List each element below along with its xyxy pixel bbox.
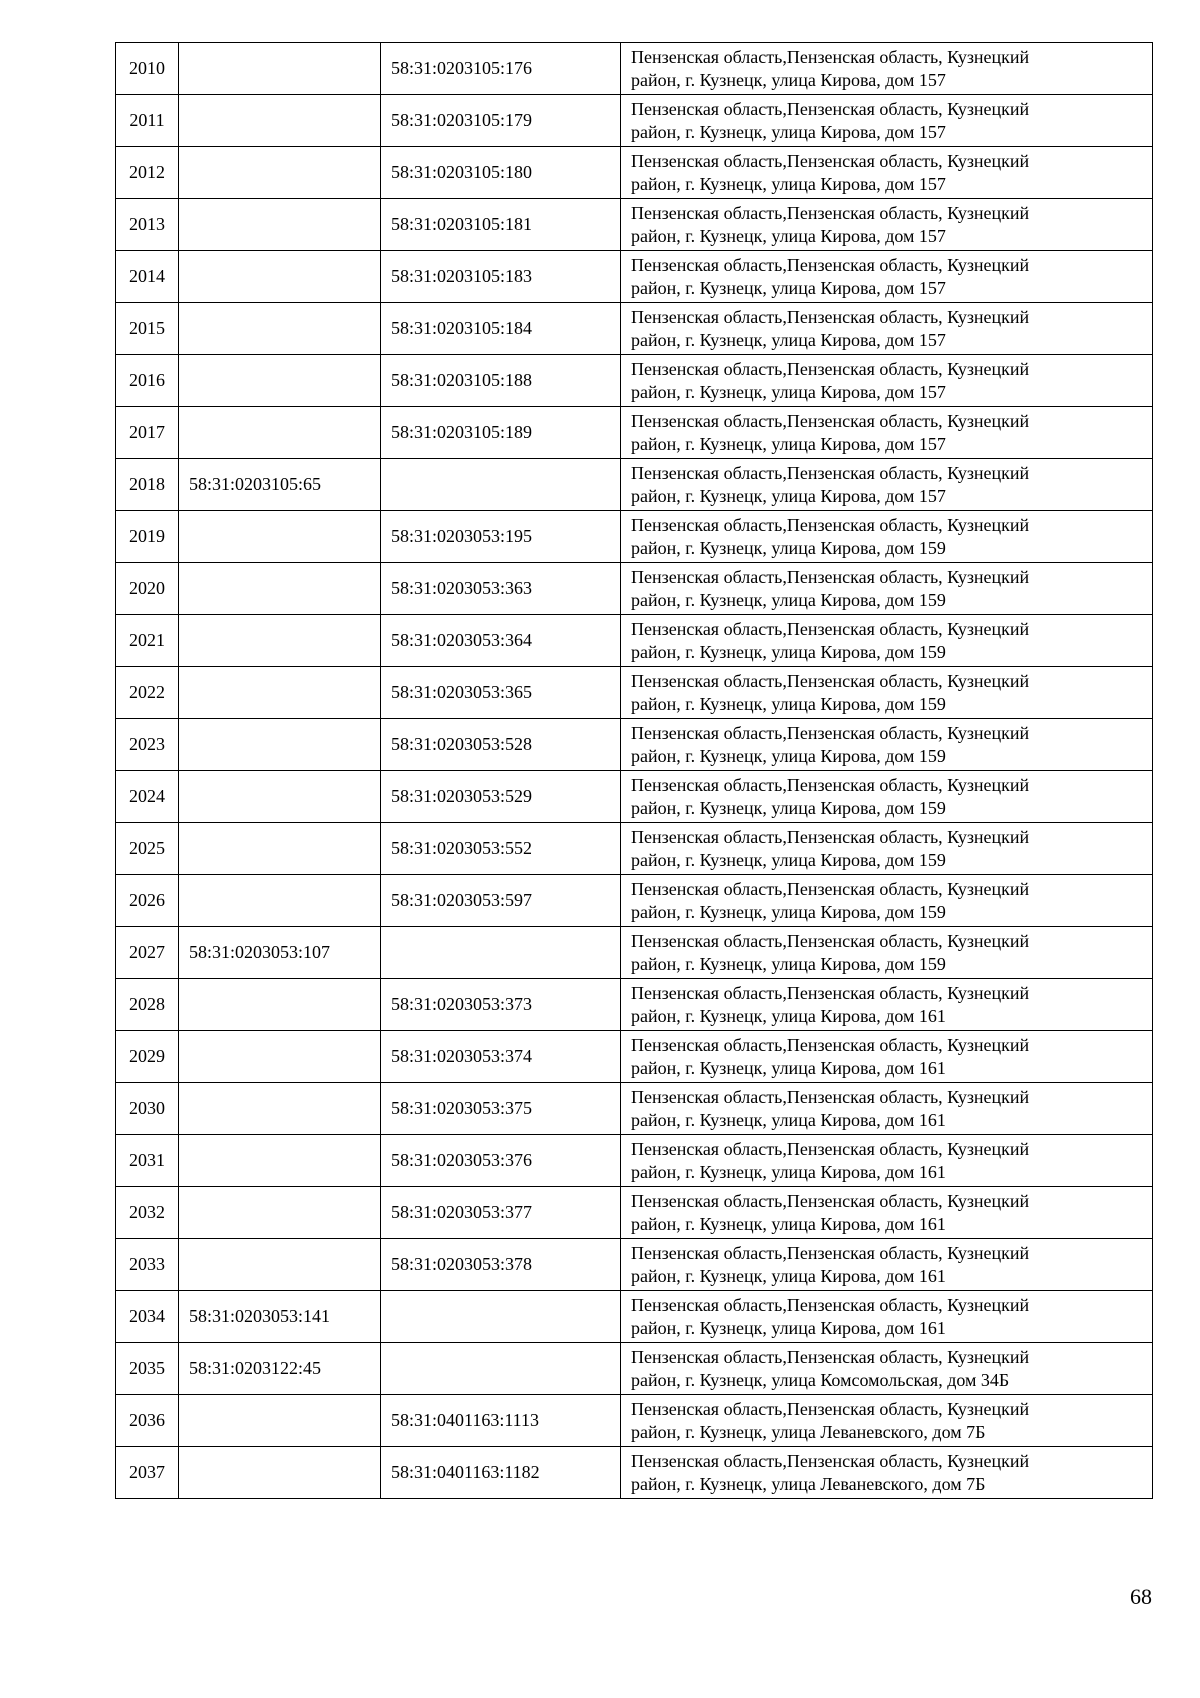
address-line-1: Пензенская область,Пензенская область, Кузнецкий bbox=[631, 1086, 1030, 1107]
address-line-2: район, г. Кузнецк, улица Комсомольская, дом 34Б bbox=[631, 1369, 1010, 1390]
address-cell bbox=[621, 927, 1153, 979]
row-number-cell: 2018 bbox=[116, 459, 179, 511]
address-line-2: район, г. Кузнецк, улица Кирова, дом 157 bbox=[631, 433, 946, 454]
address-line-2: район, г. Кузнецк, улица Кирова, дом 159 bbox=[631, 849, 946, 870]
row-number-cell: 2023 bbox=[116, 719, 179, 771]
address-line-1: Пензенская область,Пензенская область, Кузнецкий bbox=[631, 46, 1030, 67]
land-cadastral-cell bbox=[179, 1239, 381, 1291]
table-row bbox=[116, 43, 1153, 95]
address-cell bbox=[621, 147, 1153, 199]
land-cadastral-cell bbox=[179, 719, 381, 771]
address-line-1: Пензенская область,Пензенская область, Кузнецкий bbox=[631, 1242, 1030, 1263]
address-cell bbox=[621, 355, 1153, 407]
table-row bbox=[116, 511, 1153, 563]
address-line-2: район, г. Кузнецк, улица Кирова, дом 161 bbox=[631, 1109, 946, 1130]
address-line-1: Пензенская область,Пензенская область, Кузнецкий bbox=[631, 358, 1030, 379]
address-line-1: Пензенская область,Пензенская область, Кузнецкий bbox=[631, 1034, 1030, 1055]
building-cadastral-cell: 58:31:0401163:1182 bbox=[381, 1447, 621, 1499]
table-row bbox=[116, 979, 1153, 1031]
address-line-1: Пензенская область,Пензенская область, Кузнецкий bbox=[631, 1346, 1030, 1367]
address-cell bbox=[621, 251, 1153, 303]
building-cadastral-cell: 58:31:0203053:376 bbox=[381, 1135, 621, 1187]
address-line-1: Пензенская область,Пензенская область, Кузнецкий bbox=[631, 202, 1030, 223]
address-line-1: Пензенская область,Пензенская область, Кузнецкий bbox=[631, 1450, 1030, 1471]
table-row bbox=[116, 875, 1153, 927]
address-cell bbox=[621, 303, 1153, 355]
table-row bbox=[116, 303, 1153, 355]
address-line-2: район, г. Кузнецк, улица Кирова, дом 159 bbox=[631, 797, 946, 818]
land-cadastral-cell: 58:31:0203122:45 bbox=[179, 1343, 381, 1395]
row-number-cell: 2027 bbox=[116, 927, 179, 979]
address-line-1: Пензенская область,Пензенская область, Кузнецкий bbox=[631, 254, 1030, 275]
building-cadastral-cell: 58:31:0203053:597 bbox=[381, 875, 621, 927]
address-line-1: Пензенская область,Пензенская область, Кузнецкий bbox=[631, 306, 1030, 327]
table-row bbox=[116, 719, 1153, 771]
address-cell bbox=[621, 1291, 1153, 1343]
land-cadastral-cell bbox=[179, 563, 381, 615]
building-cadastral-cell: 58:31:0203105:183 bbox=[381, 251, 621, 303]
address-cell bbox=[621, 407, 1153, 459]
land-cadastral-cell bbox=[179, 147, 381, 199]
row-number-cell: 2026 bbox=[116, 875, 179, 927]
row-number-cell: 2012 bbox=[116, 147, 179, 199]
address-line-2: район, г. Кузнецк, улица Кирова, дом 157 bbox=[631, 381, 946, 402]
address-line-2: район, г. Кузнецк, улица Кирова, дом 159 bbox=[631, 953, 946, 974]
row-number-cell: 2036 bbox=[116, 1395, 179, 1447]
address-line-2: район, г. Кузнецк, улица Кирова, дом 159 bbox=[631, 901, 946, 922]
page-number: 68 bbox=[1130, 1584, 1152, 1609]
address-line-1: Пензенская область,Пензенская область, Кузнецкий bbox=[631, 774, 1030, 795]
land-cadastral-cell bbox=[179, 875, 381, 927]
address-cell bbox=[621, 719, 1153, 771]
land-cadastral-cell bbox=[179, 615, 381, 667]
address-line-2: район, г. Кузнецк, улица Кирова, дом 159 bbox=[631, 745, 946, 766]
address-line-1: Пензенская область,Пензенская область, Кузнецкий bbox=[631, 982, 1030, 1003]
address-cell bbox=[621, 979, 1153, 1031]
address-cell bbox=[621, 1031, 1153, 1083]
address-cell bbox=[621, 1343, 1153, 1395]
address-cell bbox=[621, 771, 1153, 823]
building-cadastral-cell: 58:31:0203053:374 bbox=[381, 1031, 621, 1083]
row-number-cell: 2024 bbox=[116, 771, 179, 823]
row-number-cell: 2033 bbox=[116, 1239, 179, 1291]
building-cadastral-cell: 58:31:0203053:528 bbox=[381, 719, 621, 771]
registry-table bbox=[115, 42, 1153, 1499]
table-row bbox=[116, 251, 1153, 303]
address-cell bbox=[621, 95, 1153, 147]
address-line-2: район, г. Кузнецк, улица Кирова, дом 157 bbox=[631, 277, 946, 298]
row-number-cell: 2025 bbox=[116, 823, 179, 875]
address-line-2: район, г. Кузнецк, улица Кирова, дом 161 bbox=[631, 1213, 946, 1234]
land-cadastral-cell bbox=[179, 199, 381, 251]
row-number-cell: 2015 bbox=[116, 303, 179, 355]
building-cadastral-cell: 58:31:0401163:1113 bbox=[381, 1395, 621, 1447]
land-cadastral-cell bbox=[179, 43, 381, 95]
address-cell bbox=[621, 1239, 1153, 1291]
table-row bbox=[116, 1083, 1153, 1135]
table-row bbox=[116, 1447, 1153, 1499]
building-cadastral-cell: 58:31:0203053:552 bbox=[381, 823, 621, 875]
address-cell bbox=[621, 459, 1153, 511]
land-cadastral-cell bbox=[179, 303, 381, 355]
land-cadastral-cell bbox=[179, 1187, 381, 1239]
building-cadastral-cell: 58:31:0203053:365 bbox=[381, 667, 621, 719]
address-line-1: Пензенская область,Пензенская область, Кузнецкий bbox=[631, 150, 1030, 171]
land-cadastral-cell: 58:31:0203053:107 bbox=[179, 927, 381, 979]
address-cell bbox=[621, 823, 1153, 875]
address-line-1: Пензенская область,Пензенская область, Кузнецкий bbox=[631, 878, 1030, 899]
address-cell bbox=[621, 43, 1153, 95]
row-number-cell: 2035 bbox=[116, 1343, 179, 1395]
building-cadastral-cell: 58:31:0203105:180 bbox=[381, 147, 621, 199]
table-row bbox=[116, 95, 1153, 147]
address-line-1: Пензенская область,Пензенская область, Кузнецкий bbox=[631, 618, 1030, 639]
table-row bbox=[116, 355, 1153, 407]
address-cell bbox=[621, 1187, 1153, 1239]
table-row bbox=[116, 1291, 1153, 1343]
table-row bbox=[116, 823, 1153, 875]
address-line-1: Пензенская область,Пензенская область, Кузнецкий bbox=[631, 670, 1030, 691]
table-row bbox=[116, 927, 1153, 979]
address-line-1: Пензенская область,Пензенская область, Кузнецкий bbox=[631, 930, 1030, 951]
row-number-cell: 2020 bbox=[116, 563, 179, 615]
address-line-2: район, г. Кузнецк, улица Кирова, дом 157 bbox=[631, 69, 946, 90]
table-row bbox=[116, 459, 1153, 511]
address-line-1: Пензенская область,Пензенская область, Кузнецкий bbox=[631, 566, 1030, 587]
address-cell bbox=[621, 563, 1153, 615]
building-cadastral-cell: 58:31:0203053:364 bbox=[381, 615, 621, 667]
address-cell bbox=[621, 1083, 1153, 1135]
building-cadastral-cell bbox=[381, 1291, 621, 1343]
address-line-1: Пензенская область,Пензенская область, Кузнецкий bbox=[631, 410, 1030, 431]
address-line-2: район, г. Кузнецк, улица Кирова, дом 161 bbox=[631, 1057, 946, 1078]
address-line-1: Пензенская область,Пензенская область, Кузнецкий bbox=[631, 1138, 1030, 1159]
land-cadastral-cell bbox=[179, 1447, 381, 1499]
table-row bbox=[116, 147, 1153, 199]
building-cadastral-cell: 58:31:0203053:378 bbox=[381, 1239, 621, 1291]
building-cadastral-cell: 58:31:0203053:375 bbox=[381, 1083, 621, 1135]
address-line-1: Пензенская область,Пензенская область, Кузнецкий bbox=[631, 1190, 1030, 1211]
table-row bbox=[116, 1395, 1153, 1447]
building-cadastral-cell: 58:31:0203053:373 bbox=[381, 979, 621, 1031]
land-cadastral-cell: 58:31:0203105:65 bbox=[179, 459, 381, 511]
registry-body bbox=[116, 43, 1153, 1499]
address-line-2: район, г. Кузнецк, улица Кирова, дом 157 bbox=[631, 121, 946, 142]
land-cadastral-cell bbox=[179, 355, 381, 407]
row-number-cell: 2014 bbox=[116, 251, 179, 303]
row-number-cell: 2031 bbox=[116, 1135, 179, 1187]
land-cadastral-cell bbox=[179, 95, 381, 147]
building-cadastral-cell: 58:31:0203053:363 bbox=[381, 563, 621, 615]
row-number-cell: 2022 bbox=[116, 667, 179, 719]
address-line-2: район, г. Кузнецк, улица Кирова, дом 157 bbox=[631, 485, 946, 506]
row-number-cell: 2017 bbox=[116, 407, 179, 459]
table-row bbox=[116, 615, 1153, 667]
land-cadastral-cell bbox=[179, 1083, 381, 1135]
row-number-cell: 2029 bbox=[116, 1031, 179, 1083]
address-cell bbox=[621, 1395, 1153, 1447]
row-number-cell: 2019 bbox=[116, 511, 179, 563]
address-line-2: район, г. Кузнецк, улица Кирова, дом 161 bbox=[631, 1265, 946, 1286]
building-cadastral-cell bbox=[381, 459, 621, 511]
table-row bbox=[116, 1343, 1153, 1395]
land-cadastral-cell bbox=[179, 1395, 381, 1447]
row-number-cell: 2034 bbox=[116, 1291, 179, 1343]
address-line-2: район, г. Кузнецк, улица Кирова, дом 159 bbox=[631, 589, 946, 610]
building-cadastral-cell: 58:31:0203053:529 bbox=[381, 771, 621, 823]
building-cadastral-cell: 58:31:0203105:176 bbox=[381, 43, 621, 95]
land-cadastral-cell bbox=[179, 1135, 381, 1187]
address-line-1: Пензенская область,Пензенская область, Кузнецкий bbox=[631, 1294, 1030, 1315]
building-cadastral-cell bbox=[381, 1343, 621, 1395]
address-line-1: Пензенская область,Пензенская область, Кузнецкий bbox=[631, 722, 1030, 743]
land-cadastral-cell: 58:31:0203053:141 bbox=[179, 1291, 381, 1343]
row-number-cell: 2037 bbox=[116, 1447, 179, 1499]
building-cadastral-cell: 58:31:0203053:195 bbox=[381, 511, 621, 563]
row-number-cell: 2016 bbox=[116, 355, 179, 407]
table-row bbox=[116, 1135, 1153, 1187]
building-cadastral-cell: 58:31:0203105:188 bbox=[381, 355, 621, 407]
table-row bbox=[116, 563, 1153, 615]
address-line-2: район, г. Кузнецк, улица Кирова, дом 161 bbox=[631, 1161, 946, 1182]
land-cadastral-cell bbox=[179, 771, 381, 823]
row-number-cell: 2032 bbox=[116, 1187, 179, 1239]
address-line-1: Пензенская область,Пензенская область, Кузнецкий bbox=[631, 1398, 1030, 1419]
row-number-cell: 2010 bbox=[116, 43, 179, 95]
land-cadastral-cell bbox=[179, 511, 381, 563]
land-cadastral-cell bbox=[179, 823, 381, 875]
address-line-1: Пензенская область,Пензенская область, Кузнецкий bbox=[631, 462, 1030, 483]
table-row bbox=[116, 667, 1153, 719]
building-cadastral-cell bbox=[381, 927, 621, 979]
building-cadastral-cell: 58:31:0203105:181 bbox=[381, 199, 621, 251]
address-cell bbox=[621, 511, 1153, 563]
table-row bbox=[116, 1031, 1153, 1083]
land-cadastral-cell bbox=[179, 251, 381, 303]
address-cell bbox=[621, 1135, 1153, 1187]
address-line-2: район, г. Кузнецк, улица Кирова, дом 157 bbox=[631, 225, 946, 246]
address-cell bbox=[621, 667, 1153, 719]
address-line-2: район, г. Кузнецк, улица Кирова, дом 161 bbox=[631, 1317, 946, 1338]
address-line-1: Пензенская область,Пензенская область, Кузнецкий bbox=[631, 826, 1030, 847]
address-cell bbox=[621, 1447, 1153, 1499]
row-number-cell: 2030 bbox=[116, 1083, 179, 1135]
address-line-1: Пензенская область,Пензенская область, Кузнецкий bbox=[631, 98, 1030, 119]
building-cadastral-cell: 58:31:0203105:184 bbox=[381, 303, 621, 355]
land-cadastral-cell bbox=[179, 1031, 381, 1083]
building-cadastral-cell: 58:31:0203053:377 bbox=[381, 1187, 621, 1239]
building-cadastral-cell: 58:31:0203105:189 bbox=[381, 407, 621, 459]
land-cadastral-cell bbox=[179, 667, 381, 719]
address-line-2: район, г. Кузнецк, улица Кирова, дом 159 bbox=[631, 693, 946, 714]
building-cadastral-cell: 58:31:0203105:179 bbox=[381, 95, 621, 147]
row-number-cell: 2028 bbox=[116, 979, 179, 1031]
land-cadastral-cell bbox=[179, 407, 381, 459]
land-cadastral-cell bbox=[179, 979, 381, 1031]
address-cell bbox=[621, 199, 1153, 251]
address-cell bbox=[621, 875, 1153, 927]
address-line-2: район, г. Кузнецк, улица Леваневского, дом 7Б bbox=[631, 1421, 986, 1442]
table-row bbox=[116, 199, 1153, 251]
row-number-cell: 2013 bbox=[116, 199, 179, 251]
address-line-2: район, г. Кузнецк, улица Кирова, дом 157 bbox=[631, 173, 946, 194]
address-line-2: район, г. Кузнецк, улица Кирова, дом 161 bbox=[631, 1005, 946, 1026]
row-number-cell: 2011 bbox=[116, 95, 179, 147]
address-line-2: район, г. Кузнецк, улица Кирова, дом 159 bbox=[631, 537, 946, 558]
table-row bbox=[116, 407, 1153, 459]
table-row bbox=[116, 1187, 1153, 1239]
table-row bbox=[116, 771, 1153, 823]
address-line-2: район, г. Кузнецк, улица Кирова, дом 159 bbox=[631, 641, 946, 662]
address-line-1: Пензенская область,Пензенская область, Кузнецкий bbox=[631, 514, 1030, 535]
table-row bbox=[116, 1239, 1153, 1291]
row-number-cell: 2021 bbox=[116, 615, 179, 667]
address-cell bbox=[621, 615, 1153, 667]
address-line-2: район, г. Кузнецк, улица Леваневского, дом 7Б bbox=[631, 1473, 986, 1494]
address-line-2: район, г. Кузнецк, улица Кирова, дом 157 bbox=[631, 329, 946, 350]
